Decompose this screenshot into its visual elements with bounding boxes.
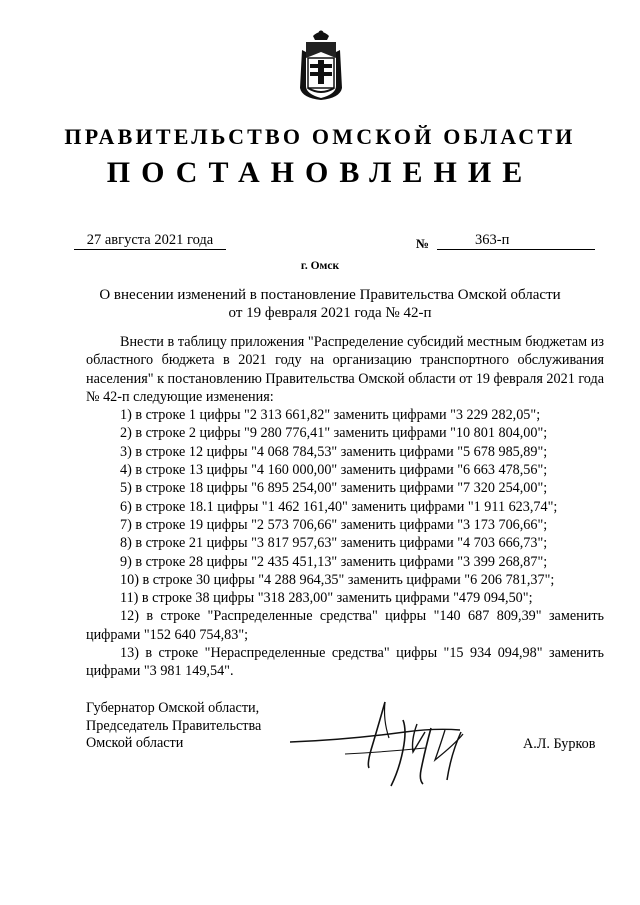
document-number: 363-п [475,232,510,248]
amendment-item: 7) в строке 19 цифры "2 573 706,66" заменить цифрами "3 173 706,66"; [120,516,548,533]
amendment-item: 5) в строке 18 цифры "6 895 254,00" заменить цифрами "7 320 254,00"; [120,480,548,497]
document-number-field [437,232,595,250]
amendment-item: 8) в строке 21 цифры "3 817 957,63" заменить цифрами "4 703 666,73"; [120,535,548,552]
amendment-item: 6) в строке 18.1 цифры "1 462 161,40" заменить цифрами "1 911 623,74"; [120,498,558,515]
document-number-label: № [416,236,430,251]
amendment-item: 4) в строке 13 цифры "4 160 000,00" заменить цифрами "6 663 478,56"; [120,462,548,479]
amendment-list [86,406,604,680]
amendment-item: 1) в строке 1 цифры "2 313 661,82" заменить цифрами "3 229 282,05"; [120,407,541,424]
amendment-item: 2) в строке 2 цифры "9 280 776,41" заменить цифрами "10 801 804,00"; [120,425,548,442]
amendment-item: 11) в строке 38 цифры "318 283,00" заменить цифрами "479 094,50"; [120,590,533,607]
document-date: 27 августа 2021 года [74,232,226,250]
subject-line-2: от 19 февраля 2021 года № 42-п [228,305,432,321]
signatory-position [86,700,261,753]
amendment-item: 12) в строке "Распределенные средства" цифры "140 687 809,39" заменить цифрами "152 640 754,83"; [86,608,604,643]
signatory-name: А.Л. Бурков [523,736,596,752]
signatory-position-line-2: Председатель Правительства [86,717,262,734]
document-subject [80,286,580,322]
amendment-item: 10) в строке 30 цифры "4 288 964,35" заменить цифрами "6 206 781,37"; [120,571,555,588]
amendment-item: 3) в строке 12 цифры "4 068 784,53" заменить цифрами "5 678 985,89"; [120,443,548,460]
document-place: г. Омск [300,260,340,272]
coat-of-arms-emblem [296,28,346,100]
signatory-position-line-1: Губернатор Омской области, [86,700,260,716]
handwritten-signature [285,690,500,790]
subject-line-1: О внесении изменений в постановление Правительства Омской области [99,287,561,303]
document-type-title: ПОСТАНОВЛЕНИЕ [106,156,534,189]
amendment-item: 13) в строке "Нераспределенные средства" цифры "15 934 094,98" заменить цифрами "3 981 149,54". [86,645,604,680]
amendment-item: 9) в строке 28 цифры "2 435 451,13" заменить цифрами "3 399 268,87"; [120,553,548,570]
organization-title: ПРАВИТЕЛЬСТВО ОМСКОЙ ОБЛАСТИ [64,124,576,149]
document-body [86,333,604,681]
body-intro: Внести в таблицу приложения "Распределение субсидий местным бюджетам из областного бюджета в 2021 году на организацию транспортного обслуживания населения" к постановлению Правительства Омской области от 19 февраля 2021 года № 42-п следующие изменения: [86,334,604,405]
signatory-position-line-3: Омской области [86,735,184,751]
